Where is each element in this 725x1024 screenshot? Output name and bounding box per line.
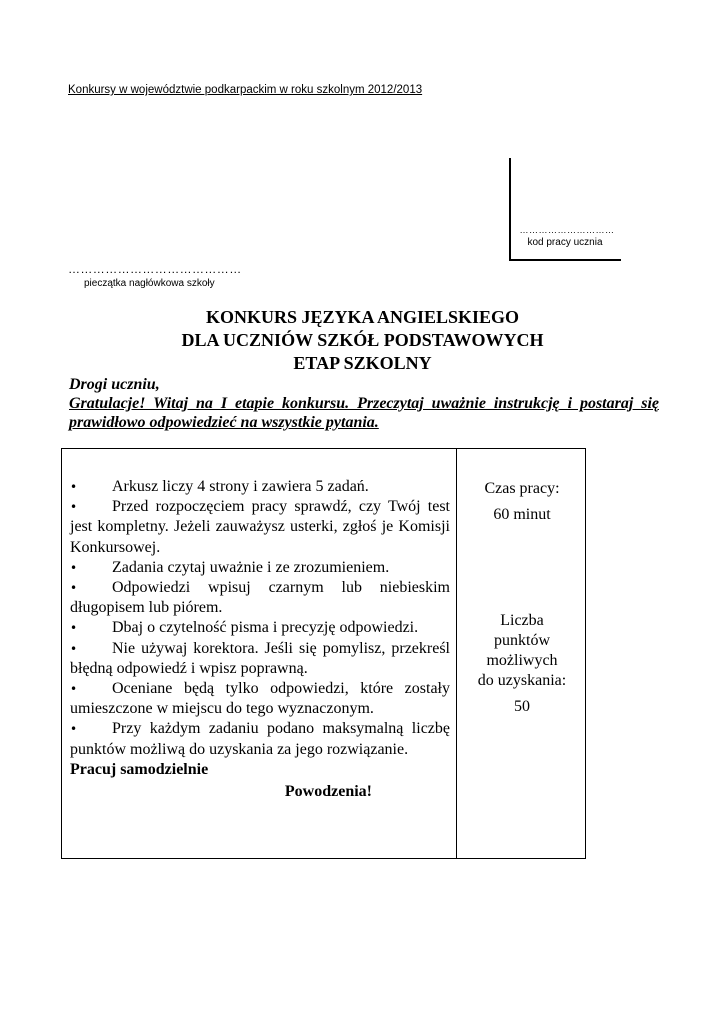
bullet-icon: • (70, 480, 78, 494)
contest-title: KONKURS JĘZYKA ANGIELSKIEGO (205, 307, 520, 327)
bullet-icon: • (70, 722, 78, 737)
student-code-label: kod pracy ucznia (527, 237, 603, 248)
school-stamp-dots: …………………………………… (68, 262, 242, 276)
points-label-4: do uzyskania: (477, 672, 567, 689)
bullet-icon: • (70, 560, 78, 575)
school-stamp-label: pieczątka nagłówkowa szkoły (84, 278, 215, 289)
contest-stage: ETAP SZKOLNY (293, 353, 432, 373)
bullet-icon: • (70, 621, 78, 636)
contest-subtitle: DLA UCZNIÓW SZKÓŁ PODSTAWOWYCH (181, 330, 544, 350)
instruction-item: • Dbaj o czytelność pisma i precyzję odpowiedzi. (70, 618, 450, 638)
instruction-item: • Przy każdym zadaniu podano maksymalną liczbę punktów możliwą do uzyskania za jego rozwiązanie. (70, 720, 450, 758)
instruction-item: • Zadania czytaj uważnie i ze zrozumieniem. (70, 558, 450, 578)
instructions-list (70, 477, 450, 802)
bullet-icon: • (70, 581, 78, 596)
instructions-box (61, 448, 586, 859)
instruction-item: • Arkusz liczy 4 strony i zawiera 5 zadań. (70, 477, 450, 497)
bullet-icon: • (70, 641, 78, 656)
instruction-item: • Przed rozpoczęciem pracy sprawdź, czy Twój test jest kompletny. Jeżeli zauważysz usterki, zgłoś je Komisji Konkursowej. (70, 498, 450, 556)
intro-text: Gratulacje! Witaj na I etapie konkursu. Przeczytaj uważnie instrukcję i postaraj się prawidłowo odpowiedzieć na wszystkie pytania. (69, 395, 659, 431)
work-alone-note: Pracuj samodzielnie (70, 760, 209, 778)
points-value: 50 (514, 698, 530, 715)
points-label-3: możliwych (486, 652, 558, 669)
good-luck-note: Powodzenia! (284, 783, 372, 801)
greeting: Drogi uczniu, (69, 376, 160, 393)
instruction-item: • Nie używaj korektora. Jeśli się pomylisz, przekreśl błędną odpowiedź i wpisz poprawną. (70, 639, 450, 677)
time-label: Czas pracy: (484, 480, 560, 497)
time-value: 60 minut (493, 506, 551, 523)
bullet-icon: • (70, 500, 78, 515)
header-note: Konkursy w województwie podkarpackim w roku szkolnym 2012/2013 (68, 84, 423, 96)
student-code-box (509, 158, 621, 261)
student-code-dots: ………………………… (519, 225, 615, 235)
instruction-item: • Oceniane będą tylko odpowiedzi, które zostały umieszczone w miejscu do tego wyznaczonym. (70, 680, 450, 718)
points-label-1: Liczba (500, 612, 544, 629)
points-label-2: punktów (494, 632, 550, 649)
instruction-item: • Odpowiedzi wpisuj czarnym lub niebieskim długopisem lub piórem. (70, 579, 450, 617)
bullet-icon: • (70, 682, 78, 697)
